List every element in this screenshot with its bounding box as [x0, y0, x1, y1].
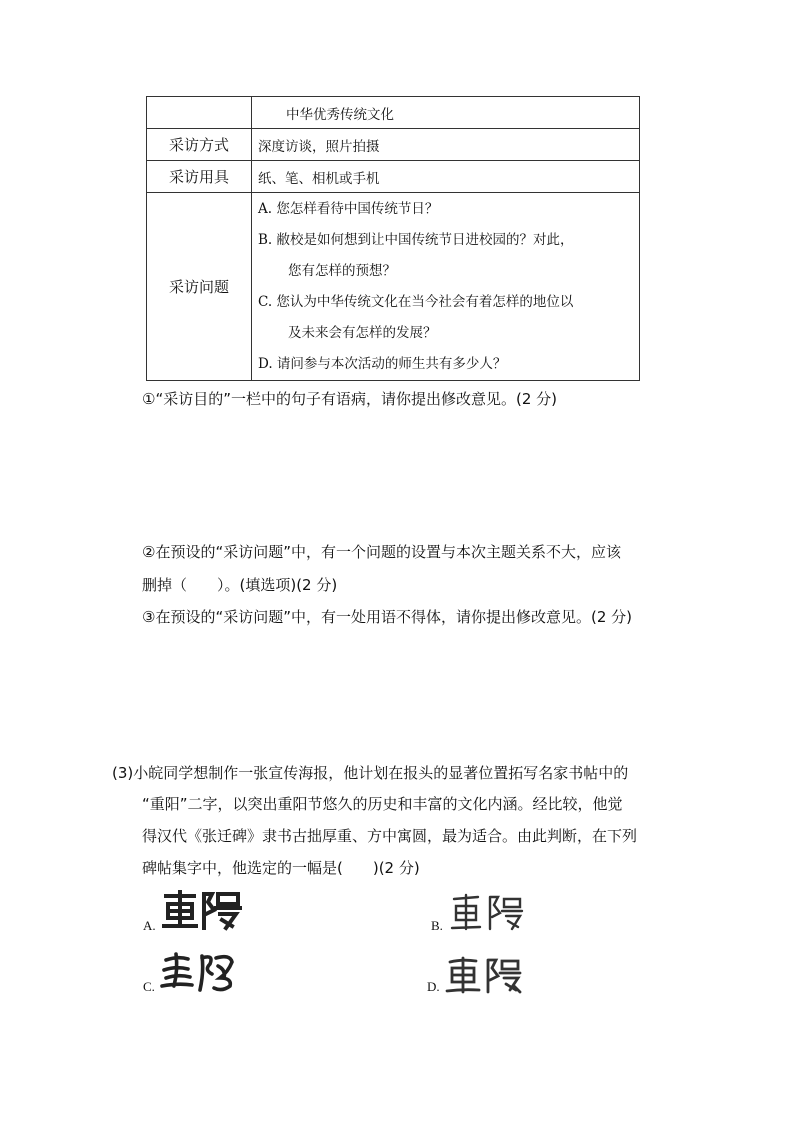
question-a: A. 您怎样看待中国传统节日？ [258, 200, 439, 217]
table-cell-empty [147, 97, 252, 129]
part3-line1: (3)小皖同学想制作一张宣传海报，他计划在报头的显著位置拓写名家书帖中的 [112, 764, 629, 782]
subquestion-1: ①“采访目的”一栏中的句子有语病，请你提出修改意见。(2 分) [142, 390, 558, 408]
option-d-calligraphy [444, 956, 524, 996]
tools-label: 采访用具 [147, 161, 252, 193]
option-b-letter: B. [431, 918, 443, 933]
part3-line3: 得汉代《张迁碑》隶书古拙厚重、方中寓圆，最为适合。由此判断，在下列 [142, 827, 638, 845]
theme-cell [252, 97, 640, 129]
question-c: C. 您认为中华传统文化在当今社会有着怎样的地位以 [258, 293, 574, 310]
questions-cell [252, 193, 640, 381]
option-a-letter: A. [143, 918, 156, 933]
option-b-calligraphy [448, 893, 524, 933]
theme-text: 中华优秀传统文化 [286, 106, 394, 123]
subquestion-3: ③在预设的“采访问题”中，有一处用语不得体，请你提出修改意见。(2 分) [142, 608, 633, 626]
part3-line2: “重阳”二字，以突出重阳节悠久的历史和丰富的文化内涵。经比较，他觉 [142, 795, 623, 813]
questions-label: 采访问题 [147, 193, 252, 381]
option-c-letter: C. [143, 979, 155, 994]
subquestion-2-line2: 删掉（ ）。(填选项)(2 分) [142, 576, 338, 594]
tools-value: 纸、笔、相机或手机 [252, 161, 640, 193]
option-a-calligraphy [160, 888, 244, 932]
method-value: 深度访谈，照片拍摄 [252, 129, 640, 161]
question-d: D. 请问参与本次活动的师生共有多少人？ [258, 355, 507, 372]
option-d-letter: D. [427, 979, 440, 994]
subquestion-2-line1: ②在预设的“采访问题”中，有一个问题的设置与本次主题关系不大，应该 [142, 543, 621, 561]
question-c-cont: 及未来会有怎样的发展？ [288, 324, 437, 341]
interview-plan-table [146, 96, 640, 381]
question-b-cont: 您有怎样的预想？ [288, 262, 396, 279]
option-c-calligraphy [158, 950, 240, 994]
question-b: B. 敝校是如何想到让中国传统节日进校园的？对此， [258, 231, 574, 248]
part3-line4: 碑帖集字中，他选定的一幅是( )(2 分) [142, 859, 420, 877]
method-label: 采访方式 [147, 129, 252, 161]
